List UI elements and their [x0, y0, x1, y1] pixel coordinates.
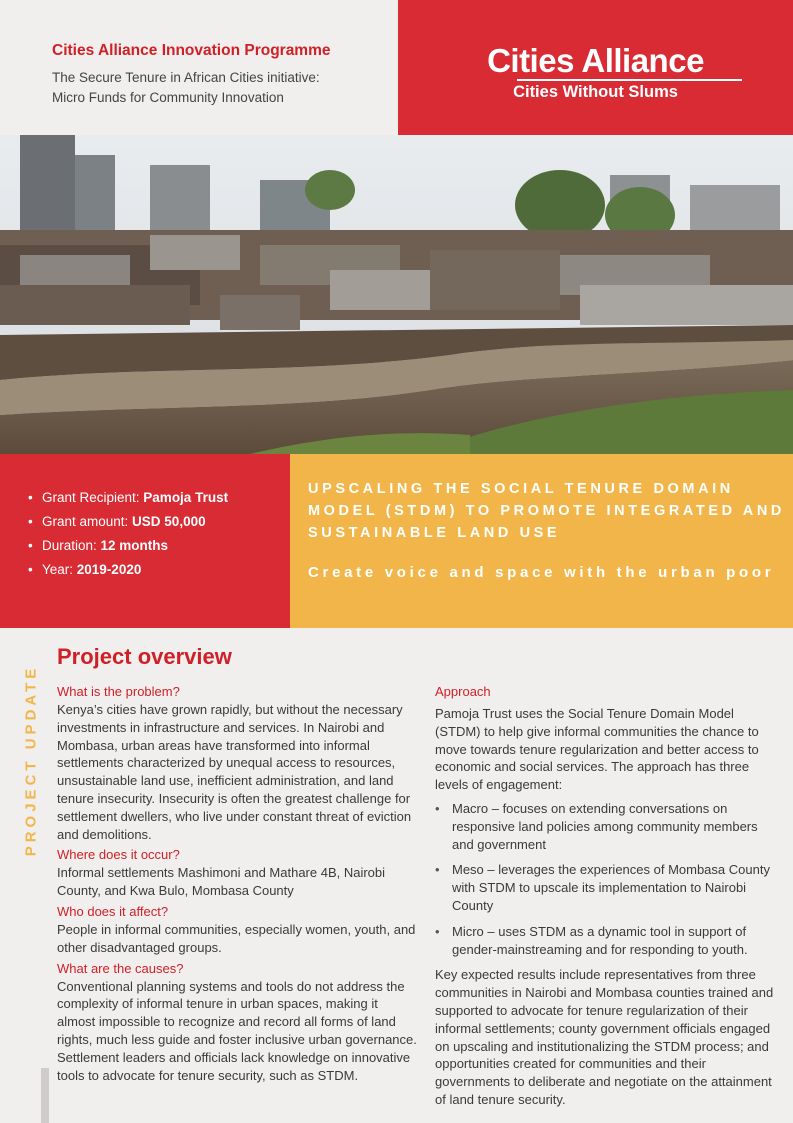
- grant-year-value: 2019-2020: [76, 562, 142, 577]
- overview-left-column: [57, 683, 417, 1084]
- grant-duration: [28, 534, 228, 558]
- grant-info-panel: [0, 454, 290, 628]
- logo-divider: [517, 79, 742, 81]
- programme-title: Cities Alliance Innovation Programme: [52, 42, 331, 59]
- problem-text: Kenya’s cities have grown rapidly, but without the necessary investments in infrastructure and services. In Nairobi and Mombasa, urban areas have transformed into informal settlements characterized by unequal access to resources, unsustainable land use, inefficient administration, and land tenure insecurity. Insecurity is often the greatest challenge for settlement dwellers, who live under constant threat of eviction and demolitions.: [57, 702, 412, 842]
- approach-bullet-micro: • Micro – uses STDM as a dynamic tool in support of gender-mainstreaming and for responding to youth.: [435, 923, 780, 959]
- logo-subtitle: Cities Without Slums: [513, 83, 678, 101]
- project-title-panel: [290, 454, 793, 628]
- bullet-marker: •: [28, 514, 33, 529]
- logo-block: [398, 0, 793, 135]
- causes-text: Conventional planning systems and tools do not address the complexity of informal tenure in urban spaces, making it almost impossible to recognize and record all forms of land rights, much less guide and foster inclusive urban governance. Settlement leaders and officials lack knowledge on innovative tools to advocate for tenure security, such as STDM.: [57, 978, 417, 1083]
- where-question: Where does it occur?: [57, 847, 180, 863]
- logo-title: Cities Alliance: [487, 42, 704, 79]
- bullet-marker: •: [28, 562, 33, 577]
- problem-question: What is the problem?: [57, 684, 180, 699]
- causes-question: What are the causes?: [57, 960, 184, 976]
- side-label-text: PROJECT UPDATE: [22, 664, 40, 856]
- grant-recipient-value: Pamoja Trust: [143, 490, 229, 505]
- grant-duration-value: 12 months: [100, 538, 169, 553]
- programme-subtitle: [52, 68, 382, 108]
- grant-amount-value: USD 50,000: [132, 514, 206, 529]
- side-label: [20, 655, 42, 865]
- grant-duration-label: Duration:: [42, 538, 101, 553]
- approach-bullet-macro: • Macro – focuses on extending conversations on responsive land policies among community members and government: [435, 800, 780, 853]
- header-left: [0, 0, 398, 135]
- approach-bullet-meso: • Meso – leverages the experiences of Mombasa County with STDM to upscale its implementation to Nairobi County: [435, 861, 780, 914]
- programme-subtitle-line1: The Secure Tenure in African Cities initiative:: [52, 70, 320, 85]
- grant-recipient: [28, 486, 228, 510]
- grant-info-list: [28, 486, 228, 582]
- grant-recipient-label: Grant Recipient:: [42, 490, 144, 505]
- overview-right-column: [435, 683, 780, 1109]
- settlement-photo: [0, 135, 793, 454]
- overview-title: Project overview: [57, 644, 232, 669]
- grant-year-label: Year:: [42, 562, 77, 577]
- grant-amount: [28, 510, 228, 534]
- approach-text: Pamoja Trust uses the Social Tenure Domain Model (STDM) to help give informal communities the chance to move towards tenure regularization and better access to economic and social services. The approach has three levels of engagement:: [435, 706, 759, 793]
- bullet-marker: •: [28, 490, 33, 505]
- project-tagline: Create voice and space with the urban poor: [308, 564, 775, 581]
- who-text: People in informal communities, especially women, youth, and other disadvantaged groups.: [57, 921, 416, 955]
- programme-subtitle-line2: Micro Funds for Community Innovation: [52, 90, 284, 105]
- grant-amount-label: Grant amount:: [42, 514, 133, 529]
- where-text: Informal settlements Mashimoni and Mathare 4B, Nairobi County, and Kwa Bulo, Mombasa County: [57, 865, 386, 899]
- settlement-photo-illustration: [0, 135, 793, 454]
- approach-question: Approach: [435, 684, 491, 699]
- side-decor-bar: [41, 1068, 49, 1123]
- project-heading: UPSCALING THE SOCIAL TENURE DOMAIN MODEL (STDM) TO PROMOTE INTEGRATED AND SUSTAINABLE LAND USE: [308, 481, 786, 541]
- grant-year: [28, 558, 228, 582]
- approach-bullet-list: [435, 800, 780, 958]
- bullet-marker: •: [28, 538, 33, 553]
- results-text: Key expected results include representatives from three communities in Nairobi and Mombasa counties trained and supported to advocate for tenure regularization of their informal settlements; county government officials engaged on upscaling and institutionalizing the STDM process; and opportunities created for communities and their governments to deliberate and negotiate on the attainment of land tenure security.: [435, 967, 774, 1107]
- who-question: Who does it affect?: [57, 903, 169, 919]
